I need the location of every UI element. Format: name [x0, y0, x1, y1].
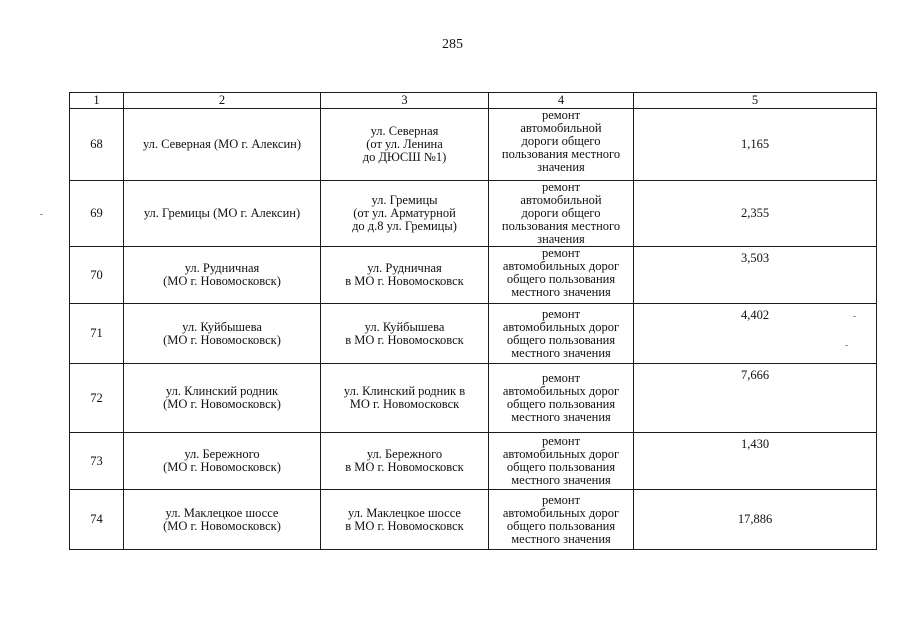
- row-number: 74: [70, 490, 124, 550]
- road-name: ул. Рудничная (МО г. Новомосковск): [124, 247, 321, 304]
- work-type: ремонт автомобильных дорог общего пользования местного значения: [489, 433, 634, 490]
- row-value: 1,165: [634, 109, 877, 181]
- work-type: ремонт автомобильных дорог общего пользования местного значения: [489, 247, 634, 304]
- header-col-2: 2: [124, 93, 321, 109]
- road-section: ул. Клинский родник в МО г. Новомосковск: [321, 364, 489, 433]
- table-row: [70, 109, 877, 181]
- table-row: [70, 247, 877, 304]
- scan-speck: [853, 316, 856, 317]
- road-name: ул. Маклецкое шоссе (МО г. Новомосковск): [124, 490, 321, 550]
- row-value: 4,402: [634, 304, 877, 364]
- row-number: 72: [70, 364, 124, 433]
- road-section: ул. Рудничная в МО г. Новомосковск: [321, 247, 489, 304]
- road-name: ул. Гремицы (МО г. Алексин): [124, 181, 321, 247]
- road-section: ул. Бережного в МО г. Новомосковск: [321, 433, 489, 490]
- road-section: ул. Маклецкое шоссе в МО г. Новомосковск: [321, 490, 489, 550]
- row-number: 73: [70, 433, 124, 490]
- work-type: ремонт автомобильной дороги общего пользования местного значения: [489, 181, 634, 247]
- row-value: 2,355: [634, 181, 877, 247]
- road-section: ул. Куйбышева в МО г. Новомосковск: [321, 304, 489, 364]
- road-name: ул. Клинский родник (МО г. Новомосковск): [124, 364, 321, 433]
- road-section: ул. Гремицы (от ул. Арматурной до д.8 ул. Гремицы): [321, 181, 489, 247]
- work-type: ремонт автомобильной дороги общего пользования местного значения: [489, 109, 634, 181]
- row-number: 68: [70, 109, 124, 181]
- header-col-4: 4: [489, 93, 634, 109]
- table-row: [70, 433, 877, 490]
- row-value: 3,503: [634, 247, 877, 304]
- table-row: [70, 364, 877, 433]
- road-name: ул. Северная (МО г. Алексин): [124, 109, 321, 181]
- page-number: 285: [442, 37, 463, 52]
- header-col-1: 1: [70, 93, 124, 109]
- road-repair-table: [69, 92, 877, 550]
- row-number: 70: [70, 247, 124, 304]
- row-number: 71: [70, 304, 124, 364]
- road-name: ул. Куйбышева (МО г. Новомосковск): [124, 304, 321, 364]
- table-row: [70, 304, 877, 364]
- road-name: ул. Бережного (МО г. Новомосковск): [124, 433, 321, 490]
- scan-speck: [40, 214, 43, 215]
- table-header-row: [70, 93, 877, 109]
- row-number: 69: [70, 181, 124, 247]
- table-row: [70, 490, 877, 550]
- row-value: 17,886: [634, 490, 877, 550]
- header-col-5: 5: [634, 93, 877, 109]
- table-row: [70, 181, 877, 247]
- road-section: ул. Северная (от ул. Ленина до ДЮСШ №1): [321, 109, 489, 181]
- row-value: 7,666: [634, 364, 877, 433]
- work-type: ремонт автомобильных дорог общего пользования местного значения: [489, 364, 634, 433]
- header-col-3: 3: [321, 93, 489, 109]
- row-value: 1,430: [634, 433, 877, 490]
- work-type: ремонт автомобильных дорог общего пользования местного значения: [489, 490, 634, 550]
- work-type: ремонт автомобильных дорог общего пользования местного значения: [489, 304, 634, 364]
- scan-speck: [845, 345, 848, 346]
